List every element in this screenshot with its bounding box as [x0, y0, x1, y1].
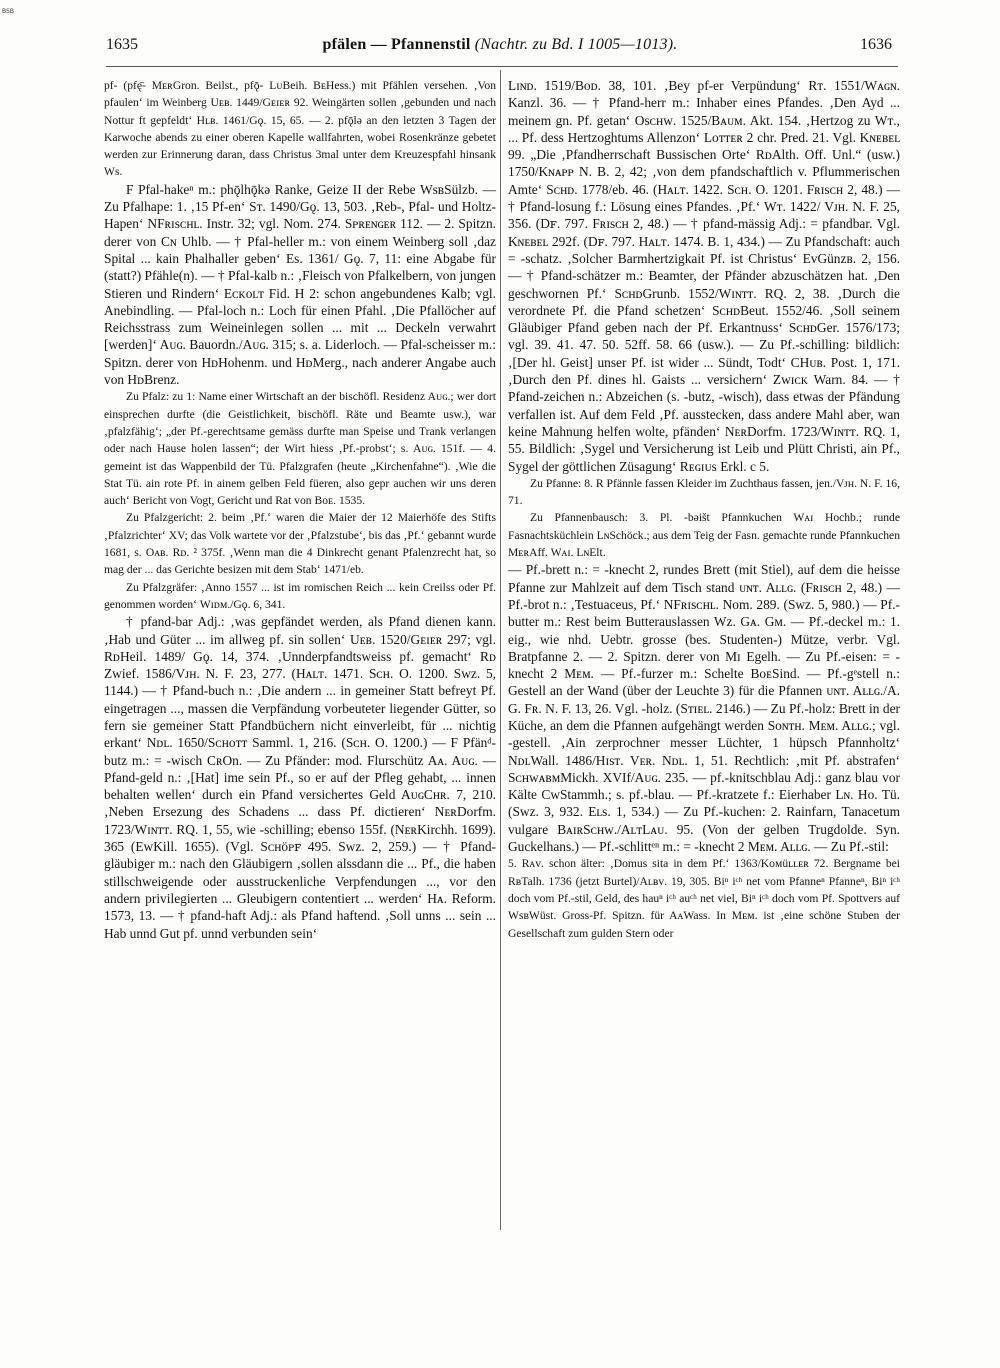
dictionary-paragraph: Zu Pfalz: zu 1: Name einer Wirtschaft an der bischöfl. Residenz Aᴜɢ.; wer dort einsprechen durfte (die Geistlichkeit, bischöfl. Räte und Beamte usw.), war ‚pfalzfähig‘; „der Pf.-gerechtsame gemäss durfte man Speise und Trank verlangen oder nach Hause holen lassen“; der Wirt hiess ‚Pf.-probst‘; s. Aᴜɢ. 151f. — 4. gemeint ist das Wappenbild der Tü. Pfalzgrafen (heute „Kirchenfahne“). ‚Wie die Stat Tü. ain rote Pf. in ainem gelben Feld füeren, also gepr auchen wir uns deren auch‘ Bericht von Vogt, Gericht und Rat von Bᴏᴇ. 1535.	[104, 390, 496, 508]
running-title-note: (Nachtr. zu Bd. I 1005—1013).	[474, 36, 678, 53]
running-title-main: pfälen — Pfannenstil	[322, 36, 471, 53]
dictionary-paragraph: Zu Pfalzgräfer: ‚Anno 1557 ... ist im romischen Reich ... kein Creilss oder Pf. genommen worden‘ Wɪᴅᴍ./Gǫ. 6, 341.	[104, 580, 496, 611]
library-stamp: BSB	[2, 8, 14, 15]
dictionary-paragraph: 5. Rᴀᴠ. schon älter: ‚Domus sita in dem Pf.‘ 1363/Kᴏᴍüʟʟᴇʀ 72. Bergname bei RʙTalh. 1736 (jetzt Burtel)/Aʟʙᴠ. 19, 305. Biⁿ iᶜʰ net vom Pfanneⁿ Pfanneⁿ, Biⁿ iᶜʰ doch vom Pf.-stil, Geld, des hauⁿ iᶜʰ auᶜʰ net viel, Biⁿ iᶜʰ doch vom Pf. Spottvers auf WsʙWüst. Gross-Pf. Spitzn. für AᴀWass. In Mᴇᴍ. ist ‚eine schöne Stuben der Gesellschaft zum gulden Stern oder	[508, 857, 900, 940]
right-column	[508, 77, 900, 942]
dictionary-paragraph: Zu Pfalzgericht: 2. beim ‚Pf.‘ waren die Maier der 12 Maierhöfe des Stifts ‚Pfalzrichter‘ XV; das Volk wartete vor der ‚Pfalzstube‘, bis das ‚Pf.‘ gebannt wurde 1681, s. Oᴀʙ. Rᴅ. ² 375f. ‚Wenn man die 4 Dinkrecht genant Pfalenzrecht hat, so mag der ... das Gerichte besizen mit dem Stab‘ 1471/eb.	[104, 511, 496, 577]
page-number-left: 1635	[106, 36, 138, 53]
page-number-right: 1636	[860, 36, 892, 53]
running-title	[0, 36, 1000, 54]
dictionary-paragraph: F Pfal-hakeⁿ m.: phǭlhǭkə Ranke, Geize II der Rebe WsʙSülzb. — Zu Pfalhape: 1. ‚15 Pf-en‘ Sᴛ. 1490/Gǫ. 13, 503. ‚Reb-, Pfal- und Holtz-Hapen‘ NFʀɪsᴄʜʟ. Instr. 32; vgl. Nom. 274. Sᴘʀᴇɴɢᴇʀ 112. — 2. Spitzn. derer von Cɴ Uhlb. — † Pfal-heller m.: von einem Weinberg soll ‚daz Spital ... kain Phalhaller geben‘ Es. 1361/ Gǫ. 7, 11: eine Abgabe für (statt?) Pfähle(n). — † Pfal-kalb n.: ‚Fleisch von Pfalkelbern, von jungen Stieren und Rindern‘ Eᴄᴋᴏʟᴛ Fid. H 2: schon angebundenes Kalb; vgl. Anebindling. — Pfal-loch n.: Loch für einen Pfahl. ‚Die Pfallöcher auf Reichsstrass zum Weineinlegen sollen ... mit ... Deckeln verwahrt [werden]‘ Aᴜɢ. Bauordn./Aᴜɢ. 315; s. a. Liderloch. — Pfal-scheisser m.: Spitzn. derer von HᴅHohenm. und HᴅMerg., nach anderer Angabe auch von HᴅBrenz.	[104, 181, 496, 388]
left-column	[104, 77, 496, 942]
dictionary-paragraph: Lɪɴᴅ. 1519/Bᴏᴅ. 38, 101. ‚Bey pf-er Verpündung‘ Rᴛ. 1551/Wᴀɢɴ. Kanzl. 36. — † Pfand-herr m.: Inhaber eines Pfandes. ‚Den Ayd ... meinem gn. Pf. getan‘ Osᴄʜᴡ. 1525/Bᴀᴜᴍ. Akt. 154. ‚Hertzog zu Wᴛ., ... Pf. dess Hertzoghtums Allenzon‘ Lᴏᴛᴛᴇʀ 2 chr. Pred. 21. Vgl. Kɴᴇʙᴇʟ 99. „Die ‚Pfandherrschaft Bussischen Orte‘ RᴅAlth. Off. Unl.“ (usw.) 1750/Kɴᴀᴘᴘ N. B. 2, 42; ‚von dem pfandschaftlich v. Pflummerischen Amte‘ Sᴄʜᴅ. 1778/eb. 46. (Hᴀʟᴛ. 1422. Sᴄʜ. O. 1201. Fʀɪsᴄʜ 2, 48.) — † Pfand-losung f.: Lösung eines Pfandes. ‚Pf.‘ Wᴛ. 1422/ Vᴊʜ. N. F. 25, 356. (Dꜰ. 797. Fʀɪsᴄʜ 2, 48.) — † pfand-mässig Adj.: = pfandbar. Vgl. Kɴᴇʙᴇʟ 292f. (Dꜰ. 797. Hᴀʟᴛ. 1474. B. 1, 434.) — Zu Pfandschaft: auch = -schatz. ‚Solcher Barmhertzigkait Pf. ist Christus‘ EᴠGünzʙ. 2, 156. — † Pfand-schätzer m.: Beamter, der Pfänder abzuschätzen hat. ‚Den geschwornen Pf.‘ SᴄʜᴅGrunb. 1552/Wɪɴᴛᴛ. RQ. 2, 38. ‚Durch die verordnete Pf. die Pfand schetzen‘ SᴄʜᴅBeut. 1552/46. ‚Soll seinem Gläubiger Pfand geben nach der Pf. Erkantnuss‘ SᴄʜᴅGer. 1576/173; vgl. 39. 41. 47. 50. 52ff. 58. 66 (usw.). — Zu Pf.-schilling: bildlich: ‚[Der hl. Geist] unser Pf. ist wider ... Sündt, Todt‘ CHᴜʙ. Post. 1, 171. ‚Durch den Pf. dines hl. Gaists ... versichern‘ Zᴡɪᴄᴋ Warn. 84. — † Pfand-zeichen n.: Abzeichen (s. -butz, -wisch), dass etwas der Pfändung verfallen ist. Auf dem Feld ‚Pf. ausstecken, dass andere Mahl aber, wan keine Mahnung helfen wolte, pfänden‘ NᴇʀDorfm. 1723/Wɪɴᴛᴛ. RQ. 1, 55. Bildlich: ‚Sygel und Versicherung ist Leib und Plütt Christi, ain Pf., Sygel der göttlichen Züsagung‘ Rᴇɢɪᴜs Erkl. c 5.	[508, 78, 900, 474]
dictionary-paragraph: Zu Pfannenbausch: 3. Pl. -bəišt Pfannkuchen Wᴀɪ Hochb.; runde Fasnachtsküchlein LɴSchöck.; aus dem Teig der Fasn. gemachte runde Pfannkuchen MᴇʀAff. Wᴀɪ. LɴElt.	[508, 511, 900, 560]
header-rule	[106, 66, 898, 67]
dictionary-paragraph: † pfand-bar Adj.: ‚was gepfändet werden, als Pfand dienen kann. ‚Hab und Güter ... im allweg pf. sin sollen‘ Uᴇʙ. 1520/Gᴇɪᴇʀ 297; vgl. RᴅHeil. 1489/ Gǫ. 14, 374. ‚Unnderpfandtsweiss pf. gemacht‘ Rᴅ Zwief. 1586/Vᴊʜ. N. F. 23, 277. (Hᴀʟᴛ. 1471. Sᴄʜ. O. 1200. Swz. 5, 1144.) — † Pfand-buch n.: ‚Die andern ... in gemeiner Statt befreyt Pf. eingetragen ..., massen die Verpfändung vorbeuteter liegender Gütter, so fern sie gemeiner Statt Pfandbüchern nicht einverleibt, für ... nichtig erkant‘ Nᴅʟ. 1650/Sᴄʜᴏᴛᴛ Samml. 1, 216. (Sᴄʜ. O. 1200.) — F Pfänᵈ-butz m.: = -wisch CʀOn. — Zu Pfänder: mod. Flurschütz Aᴀ. Aᴜɢ. — Pfand-geld n.: ‚[Hat] ime sein Pf., so er auf der Pfleg gehabt, ... innen behalten wellen‘ durch ein Pfand versichertes Geld AᴜɢCʜʀ. 7, 210. ‚Neben Ersezung des Schadens ... dass Pf. dictieren‘ NᴇʀDorfm. 1723/Wɪɴᴛᴛ. RQ. 1, 55, wie -schilling; ebenso 155f. (NᴇʀKirchh. 1699). 365 (EwKill. 1655). (Vgl. Sᴄʜöᴘꜰ 495. Swz. 2, 259.) — † Pfand-gläubiger m.: nach den Gläubigern ‚sollen alssdann die ... Pf., die haben stillschweigende oder ausstruckenliche Verpfendungen ..., vor den andern privilegierten ... Gleubigern contentiert ... werden‘ Hᴀ. Reform. 1573, 13. — † pfand-haft Adj.: als Pfand haftend. ‚Soll unns ... sein ... Hab unnd Gut pf. unnd verbunden sein‘	[104, 614, 496, 941]
dictionary-paragraph: — Pf.-brett n.: = -knecht 2, rundes Brett (mit Stiel), auf dem die heisse Pfanne zur Mahlzeit auf dem Tisch stand ᴜɴᴛ. Aʟʟɢ. (Fʀɪsᴄʜ 2, 48.) — Pf.-brot n.: ‚Testuaceus, Pf.‘ NFʀɪsᴄʜʟ. Nom. 289. (Swz. 5, 980.) — Pf.-butter m.: Rest beim Butterauslassen Wz. Gᴀ. Gᴍ. — Pf.-deckel m.: 1. eig., wie nhd. Uebtr. grosse (bes. Studenten-) Mütze, verbr. Vgl. Bratpfanne 2. — 2. Spitzn. derer von Mɪ Egelh. — Zu Pf.-eisen: = -knecht 2 Mᴇᴍ. — Pf.-furzer m.: Schelte BᴏᴇSind. — Pf.-gᵉstell n.: Gestell an der Wand (über der Leuchte 3) für die Pfannen ᴜɴᴛ. Aʟʟɢ./A. G. Fʀ. N. F. 13, 26. Vgl. -holz. (Sᴛɪᴇʟ. 2146.) — Zu Pf.-holz: Brett in der Küche, an dem die Pfannen aufgehängt werden Sᴏɴᴛʜ. Mᴇᴍ. Aʟʟɢ.; vgl. -gestell. ‚Ain zerprochner messer Lüchter, 1 hüpsch Pfannholtz‘ NᴅʟWall. 1486/Hɪsᴛ. Vᴇʀ. Nᴅʟ. 1, 51. Rechtlich: ‚mit Pf. abstrafen‘ SᴄʜᴡᴀʙᴍMickh. XVIf/Aᴜɢ. 235. — pf.-knitschblau Adj.: ganz blau vor Kälte CwStammh.; s. pf.-blau. — Pf.-kratzete f.: Eierhaber Lɴ. Ho. Tü. (Swz. 3, 932. Eʟs. 1, 534.) — Zu Pf.-kuchen: 2. Rainfarn, Tanacetum vulgare BᴀɪʀSᴄʜᴡ./AʟᴛLᴀᴜ. 95. (Von der gelben Trugdolde. Syn. Guckelhans.) — Pf.-schlittᵉⁿ m.: = -knecht 2 Mᴇᴍ. Aʟʟɢ. — Zu Pf.-stil:	[508, 562, 900, 855]
column-divider	[500, 70, 501, 1230]
dictionary-paragraph: pf- (pfę̄- MᴇʀGron. Beilst., pfǭ- LᴜBeih. BᴇHess.) mit Pfählen versehen. ‚Von pfaulen‘ im Weinberg Uᴇʙ. 1449/Gᴇɪᴇʀ 92. Weingärten sollen ‚gebunden und nach Nottur ft gepfeldt‘ Hʟʙ. 1461/Gǫ. 15, 65. — 2. pfǭlə an den letzten 3 Tagen der Karwoche abends zu einer oberen Kapelle wallfahrten, wobei Rosenkränze gebetet werden zur Erinnerung daran, dass Christus 3mal unter dem Kreuzespfahl hinsank Ws.	[104, 79, 496, 179]
page-header	[0, 36, 1000, 60]
dictionary-paragraph: Zu Pfanne: 8. R Pfännle fassen Kleider im Zuchthaus fassen, jen./Vᴊʜ. N. F. 16, 71.	[508, 476, 900, 508]
